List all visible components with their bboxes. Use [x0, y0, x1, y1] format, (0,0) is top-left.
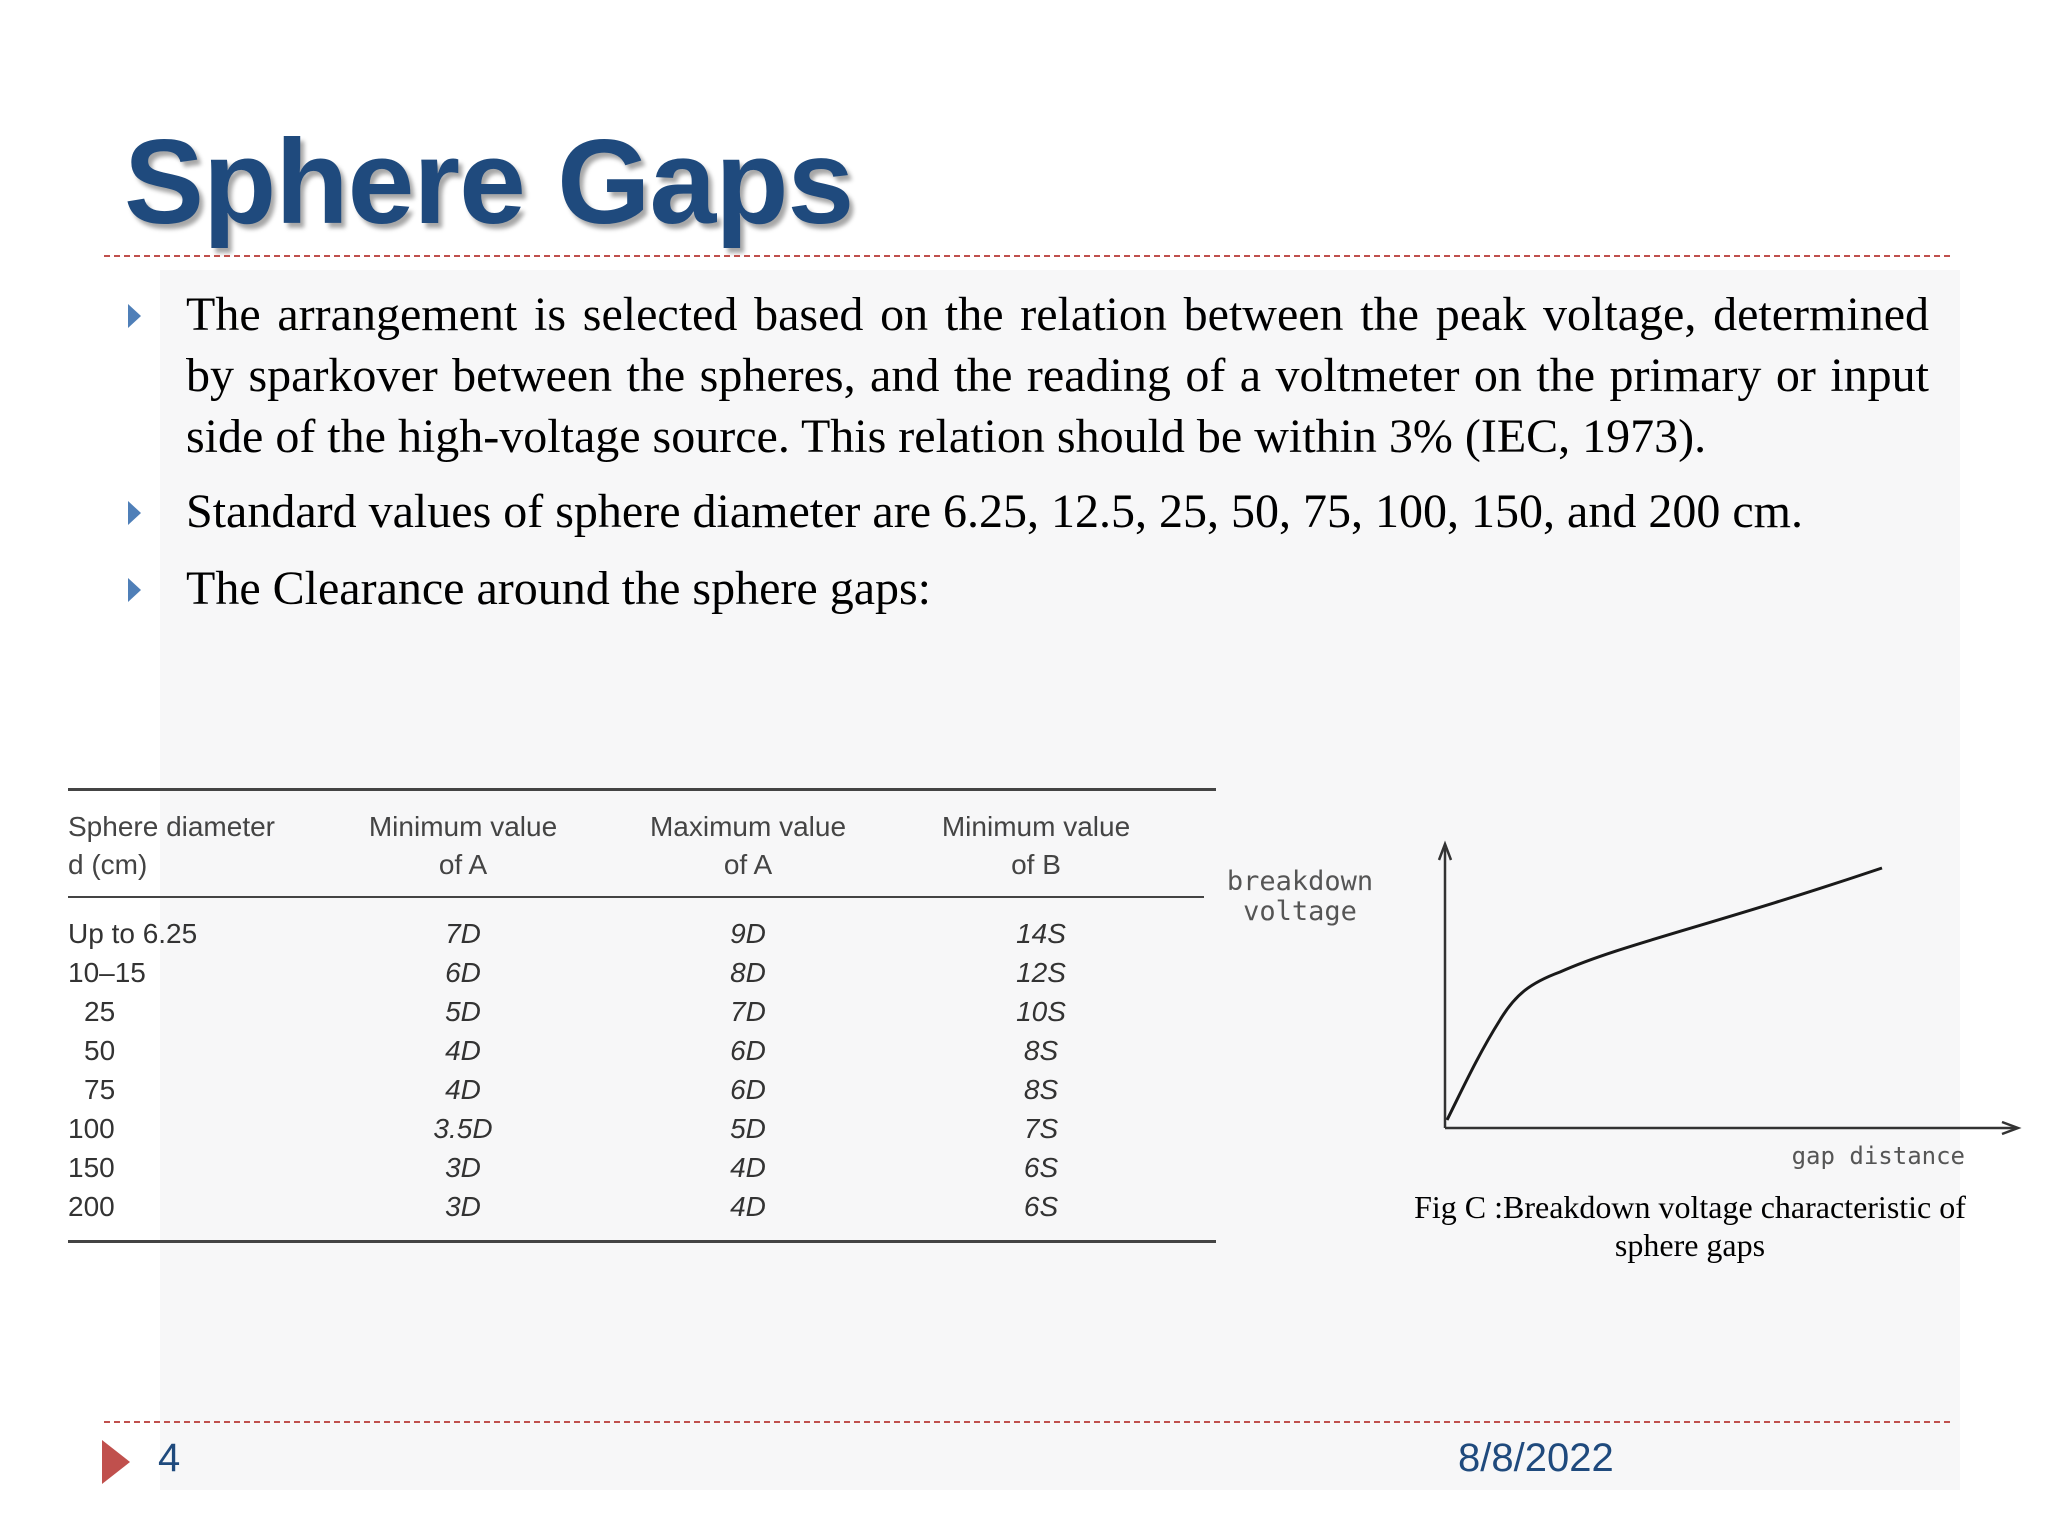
bullet-triangle-icon	[128, 578, 141, 602]
table-cell: 75	[84, 1074, 116, 1105]
table-header-min-a	[358, 808, 568, 884]
table-cell: 5D	[445, 996, 481, 1027]
header-line: Minimum value	[941, 811, 1131, 842]
table-cell: 100	[68, 1113, 115, 1144]
footer-divider	[104, 1421, 1950, 1423]
table-header-sphere-diameter	[68, 808, 275, 884]
table-cell: 12S	[1016, 957, 1066, 988]
table-row	[68, 1109, 1218, 1148]
table-cell: 4D	[445, 1035, 481, 1066]
table-cell: 7D	[445, 918, 481, 949]
table-body	[68, 914, 1218, 1226]
table-header-max-a	[643, 808, 853, 884]
table-cell: 6S	[1023, 1152, 1059, 1183]
slide-title: Sphere Gaps	[124, 115, 854, 249]
table-cell: 3D	[445, 1152, 481, 1183]
figure-ylabel-line2: voltage	[1243, 896, 1357, 927]
footer-triangle-icon	[102, 1440, 130, 1484]
header-line: Minimum value	[368, 811, 558, 842]
table-cell: 3.5D	[433, 1113, 493, 1144]
page-number: 4	[158, 1436, 181, 1480]
table-row	[68, 914, 1218, 953]
bullet-text: Standard values of sphere diameter are 6.25, 12.5, 25, 50, 75, 100, 150, and 200 cm.	[186, 485, 1803, 538]
breakdown-voltage-figure	[1200, 830, 2040, 1190]
bullet-item	[124, 284, 1929, 467]
table-cell: 7D	[730, 996, 766, 1027]
bullet-text: The arrangement is selected based on the relation between the peak voltage, determined by sparkover between the spheres, and the reading of a voltmeter on the primary or input side of the high-voltage source. This relation should be within 3% (IEC, 1973).	[186, 288, 1929, 463]
table-cell: 3D	[445, 1191, 481, 1222]
table-cell: 10S	[1016, 996, 1066, 1027]
table-cell: 50	[84, 1035, 116, 1066]
table-header-min-b	[931, 808, 1141, 884]
table-cell: 6D	[730, 1035, 766, 1066]
title-divider	[104, 255, 1950, 257]
table-row	[68, 1148, 1218, 1187]
header-line: of B	[1011, 849, 1061, 880]
table-bottom-rule	[68, 1240, 1216, 1243]
header-line: Sphere diameter	[68, 811, 276, 842]
figure-caption: Fig C :Breakdown voltage characteristic of sphere gaps	[1414, 1189, 1966, 1263]
bullet-triangle-icon	[128, 501, 141, 525]
table-cell: 4D	[730, 1191, 766, 1222]
bullet-item	[124, 558, 1929, 619]
table-cell: 4D	[730, 1152, 766, 1183]
table-cell: 5D	[730, 1113, 766, 1144]
table-cell: 200	[68, 1191, 115, 1222]
table-cell: 6S	[1023, 1191, 1059, 1222]
bullet-triangle-icon	[128, 304, 141, 328]
table-row	[68, 992, 1218, 1031]
table-cell: 8D	[730, 957, 766, 988]
header-line: of A	[723, 849, 773, 880]
table-cell: 6D	[445, 957, 481, 988]
figure-ylabel-line1: breakdown	[1226, 866, 1374, 897]
header-line: Maximum value	[649, 811, 847, 842]
table-cell: 8S	[1023, 1035, 1059, 1066]
table-row	[68, 1070, 1218, 1109]
header-line: d (cm)	[68, 849, 148, 880]
figure-xlabel: gap distance	[1791, 1142, 1965, 1170]
table-cell: 10–15	[68, 957, 146, 988]
table-cell: 25	[84, 996, 116, 1027]
table-top-rule	[68, 788, 1216, 791]
breakdown-curve	[1447, 868, 1882, 1120]
table-cell: Up to 6.25	[68, 918, 198, 949]
table-cell: 7S	[1023, 1113, 1059, 1144]
table-row	[68, 1031, 1218, 1070]
table-cell: 9D	[730, 918, 766, 949]
slide-date: 8/8/2022	[1458, 1436, 1614, 1480]
bullet-list	[124, 284, 1929, 619]
clearance-table	[68, 786, 1218, 1246]
table-row	[68, 953, 1218, 992]
bullet-item	[124, 481, 1929, 542]
table-header-rule	[68, 896, 1204, 898]
table-row	[68, 1187, 1218, 1226]
header-line: of A	[438, 849, 488, 880]
table-cell: 8S	[1023, 1074, 1059, 1105]
table-cell: 4D	[445, 1074, 481, 1105]
bullet-text: The Clearance around the sphere gaps:	[186, 562, 932, 615]
table-cell: 150	[68, 1152, 115, 1183]
table-cell: 6D	[730, 1074, 766, 1105]
table-cell: 14S	[1016, 918, 1066, 949]
